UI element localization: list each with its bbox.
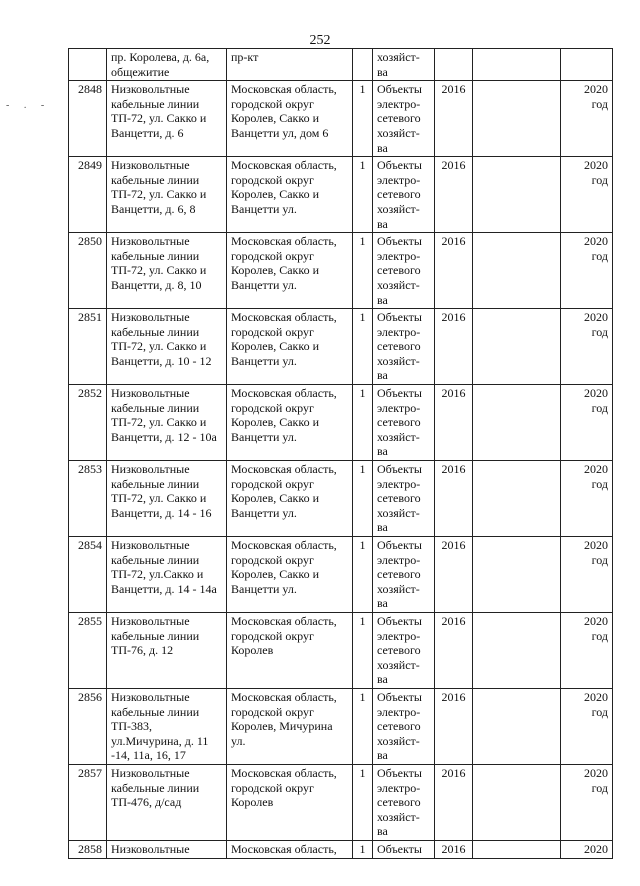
cell-final: 2020: [561, 840, 613, 858]
cell-number: 2851: [69, 309, 107, 385]
cell-year: 2016: [435, 764, 473, 840]
table-row: [69, 688, 613, 764]
cell-blank: [473, 233, 561, 309]
cell-number: 2856: [69, 688, 107, 764]
cell-number: 2848: [69, 81, 107, 157]
cell-type: Объекты электро-сетевого хозяйст-ва: [373, 233, 435, 309]
cell-number: 2853: [69, 461, 107, 537]
cell-address: Московская область, городской округ Королев, Сакко и Ванцетти ул.: [227, 537, 353, 613]
page-number: 252: [309, 33, 331, 48]
cell-quantity: 1: [353, 612, 373, 688]
cell-address: Московская область, городской округ Королев, Сакко и Ванцетти ул.: [227, 385, 353, 461]
cell-final: 2020 год: [561, 233, 613, 309]
cell-blank: [473, 764, 561, 840]
table-row: [69, 612, 613, 688]
cell-number: 2854: [69, 537, 107, 613]
cell-name: Низковольтные кабельные линии ТП-76, д. 12: [107, 612, 227, 688]
cell-name: Низковольтные кабельные линии ТП-383, ул.Мичурина, д. 11 -14, 11а, 16, 17: [107, 688, 227, 764]
cell-type: Объекты электро-сетевого хозяйст-ва: [373, 688, 435, 764]
cell-blank: [473, 840, 561, 858]
cell-year: 2016: [435, 612, 473, 688]
cell-address: Московская область, городской округ Королев, Сакко и Ванцетти ул.: [227, 461, 353, 537]
cell-type: Объекты электро-сетевого хозяйст-ва: [373, 157, 435, 233]
cell-final: 2020 год: [561, 157, 613, 233]
table-row: [69, 461, 613, 537]
cell-year: 2016: [435, 461, 473, 537]
cell-blank: [473, 309, 561, 385]
cell-type: Объекты электро-сетевого хозяйст-ва: [373, 81, 435, 157]
table-row: [69, 764, 613, 840]
cell-type: Объекты электро-сетевого хозяйст-ва: [373, 385, 435, 461]
cell-year: 2016: [435, 688, 473, 764]
cell-name: Низковольтные кабельные линии ТП-72, ул.Сакко и Ванцетти, д. 14 - 14а: [107, 537, 227, 613]
table-row: [69, 233, 613, 309]
cell-number: 2858: [69, 840, 107, 858]
cell-quantity: 1: [353, 157, 373, 233]
cell-number: 2852: [69, 385, 107, 461]
cell-number: 2857: [69, 764, 107, 840]
cell-year: 2016: [435, 233, 473, 309]
cell-blank: [473, 537, 561, 613]
cell-type: Объекты электро-сетевого хозяйст-ва: [373, 461, 435, 537]
cell-blank: [473, 157, 561, 233]
cell-final: 2020 год: [561, 461, 613, 537]
table-row: [69, 157, 613, 233]
cell-final: 2020 год: [561, 385, 613, 461]
cell-final: [561, 49, 613, 81]
cell-year: 2016: [435, 81, 473, 157]
cell-quantity: 1: [353, 461, 373, 537]
cell-blank: [473, 612, 561, 688]
cell-quantity: [353, 49, 373, 81]
cell-name: Низковольтные кабельные линии ТП-72, ул. Сакко и Ванцетти, д. 12 - 10а: [107, 385, 227, 461]
cell-type: Объекты электро-сетевого хозяйст-ва: [373, 309, 435, 385]
cell-type: Объекты электро-сетевого хозяйст-ва: [373, 764, 435, 840]
cell-blank: [473, 49, 561, 81]
cell-year: 2016: [435, 309, 473, 385]
table-row-truncated: [69, 840, 613, 858]
cell-quantity: 1: [353, 840, 373, 858]
cell-blank: [473, 385, 561, 461]
cell-address: Московская область, городской округ Королев, Сакко и Ванцетти ул, дом 6: [227, 81, 353, 157]
cell-final: 2020 год: [561, 612, 613, 688]
cell-number: 2850: [69, 233, 107, 309]
cell-quantity: 1: [353, 385, 373, 461]
cell-address: Московская область,: [227, 840, 353, 858]
cell-final: 2020 год: [561, 309, 613, 385]
cell-quantity: 1: [353, 537, 373, 613]
cell-blank: [473, 688, 561, 764]
cell-address: пр-кт: [227, 49, 353, 81]
cell-final: 2020 год: [561, 537, 613, 613]
table-body: [69, 49, 613, 859]
cell-address: Московская область, городской округ Королев, Сакко и Ванцетти ул.: [227, 233, 353, 309]
cell-quantity: 1: [353, 81, 373, 157]
table-row: [69, 81, 613, 157]
cell-quantity: 1: [353, 309, 373, 385]
cell-quantity: 1: [353, 764, 373, 840]
cell-year: [435, 49, 473, 81]
cell-address: Московская область, городской округ Королев, Мичурина ул.: [227, 688, 353, 764]
cell-number: 2855: [69, 612, 107, 688]
cell-address: Московская область, городской округ Королев: [227, 764, 353, 840]
cell-type: Объекты: [373, 840, 435, 858]
cell-blank: [473, 81, 561, 157]
cell-quantity: 1: [353, 233, 373, 309]
margin-scan-marks: - . -: [6, 100, 51, 111]
cell-year: 2016: [435, 840, 473, 858]
cell-name: Низковольтные кабельные линии ТП-72, ул. Сакко и Ванцетти, д. 8, 10: [107, 233, 227, 309]
cell-address: Московская область, городской округ Королев: [227, 612, 353, 688]
cell-name: Низковольтные кабельные линии ТП-72, ул. Сакко и Ванцетти, д. 6: [107, 81, 227, 157]
cell-year: 2016: [435, 157, 473, 233]
registry-table: [68, 48, 613, 859]
cell-number: [69, 49, 107, 81]
cell-quantity: 1: [353, 688, 373, 764]
cell-final: 2020 год: [561, 688, 613, 764]
cell-name: Низковольтные кабельные линии ТП-72, ул. Сакко и Ванцетти, д. 14 - 16: [107, 461, 227, 537]
cell-address: Московская область, городской округ Королев, Сакко и Ванцетти ул.: [227, 157, 353, 233]
cell-name: Низковольтные кабельные линии ТП-72, ул. Сакко и Ванцетти, д. 6, 8: [107, 157, 227, 233]
cell-type: Объекты электро-сетевого хозяйст-ва: [373, 612, 435, 688]
cell-name: Низковольтные кабельные линии ТП-72, ул. Сакко и Ванцетти, д. 10 - 12: [107, 309, 227, 385]
cell-type: хозяйст-ва: [373, 49, 435, 81]
cell-name: пр. Королева, д. 6а, общежитие: [107, 49, 227, 81]
cell-blank: [473, 461, 561, 537]
cell-address: Московская область, городской округ Королев, Сакко и Ванцетти ул.: [227, 309, 353, 385]
cell-year: 2016: [435, 537, 473, 613]
table-row: [69, 385, 613, 461]
cell-year: 2016: [435, 385, 473, 461]
cell-final: 2020 год: [561, 764, 613, 840]
table-row: [69, 537, 613, 613]
cell-name: Низковольтные кабельные линии ТП-476, д/сад: [107, 764, 227, 840]
cell-type: Объекты электро-сетевого хозяйст-ва: [373, 537, 435, 613]
cell-name: Низковольтные: [107, 840, 227, 858]
cell-number: 2849: [69, 157, 107, 233]
cell-final: 2020 год: [561, 81, 613, 157]
table-row-continued: [69, 49, 613, 81]
table-row: [69, 309, 613, 385]
